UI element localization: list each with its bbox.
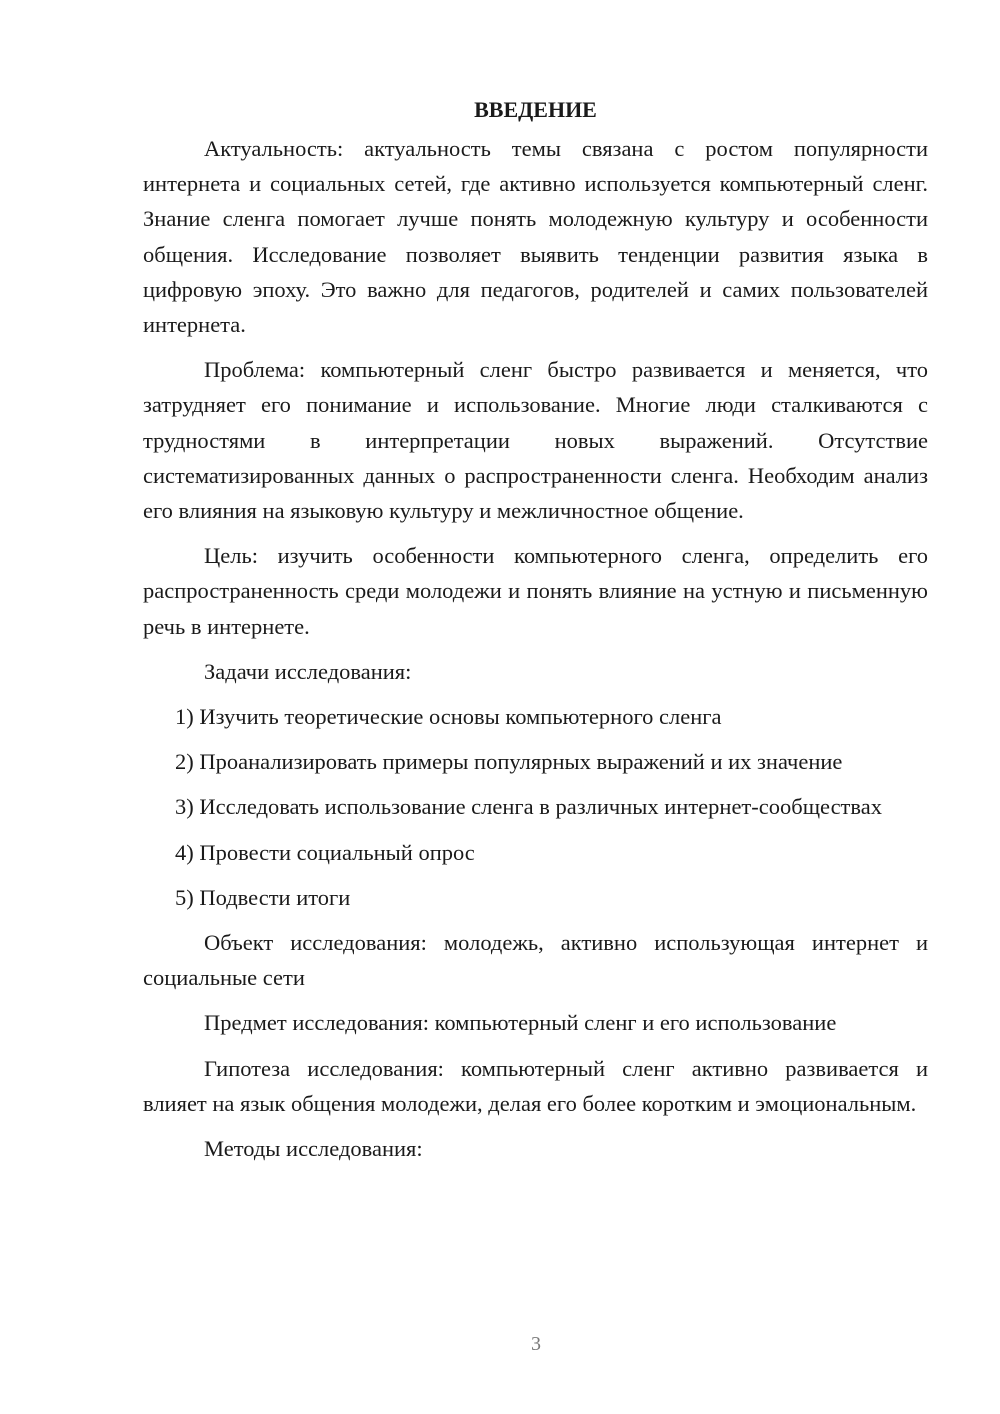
task-item-3: 3) Исследовать использование сленга в различных интернет-сообществах	[175, 794, 882, 820]
task-item-2: 2) Проанализировать примеры популярных выражений и их значение	[175, 749, 843, 775]
section-title: ВВЕДЕНИЕ	[474, 97, 597, 122]
subject-paragraph: Предмет исследования: компьютерный сленг и его использование	[204, 1010, 837, 1036]
page-body	[143, 92, 928, 1176]
methods-heading: Методы исследования:	[204, 1136, 423, 1162]
relevance-paragraph: Актуальность: актуальность темы связана с ростом популярности интернета и социальных сетей, где активно используется компьютерный сленг. Знание сленга помогает лучше понять молодежную культуру и особенности общения. Исследование позволяет выявить тенденции развития языка в цифровую эпоху. Это важно для педагогов, родителей и самих пользователей интернета.	[143, 136, 928, 338]
hypothesis-paragraph: Гипотеза исследования: компьютерный сленг активно развивается и влияет на язык общения молодежи, делая его более коротким и эмоциональным.	[143, 1055, 928, 1116]
goal-paragraph: Цель: изучить особенности компьютерного сленга, определить его распространенность среди молодежи и понять влияние на устную и письменную речь в интернете.	[143, 543, 928, 639]
task-item-1: 1) Изучить теоретические основы компьютерного сленга	[175, 704, 722, 730]
task-item-4: 4) Провести социальный опрос	[175, 839, 475, 865]
page-number: 3	[531, 1333, 541, 1355]
problem-paragraph: Проблема: компьютерный сленг быстро развивается и меняется, что затрудняет его понимание и использование. Многие люди сталкиваются с трудностями в интерпретации новых выражений. Отсутствие систематизированных данных о распространенности сленга. Необходим анализ его влияния на языковую культуру и межличностное общение.	[143, 357, 928, 524]
tasks-heading: Задачи исследования:	[204, 658, 412, 684]
task-item-5: 5) Подвести итоги	[175, 884, 351, 910]
object-paragraph: Объект исследования: молодежь, активно использующая интернет и социальные сети	[143, 930, 928, 991]
